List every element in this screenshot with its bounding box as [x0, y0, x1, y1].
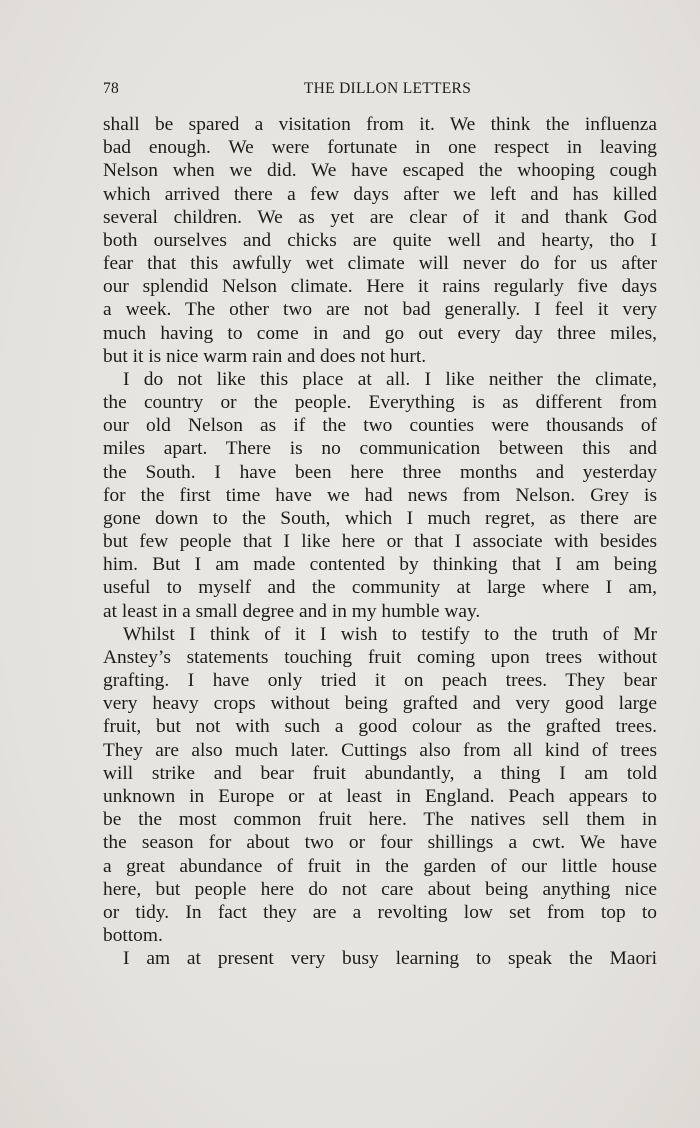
text-line: I do not like this place at all. I like neither the climate, — [123, 368, 657, 390]
text-line: him. But I am made contented by thinking that I am being — [103, 554, 657, 576]
text-line: but few people that I like here or that I associate with besides — [103, 531, 657, 553]
text-line: or tidy. In fact they are a revolting low set from top to — [103, 901, 657, 923]
text-line: at least in a small degree and in my humble way. — [103, 600, 481, 622]
text-line: will strike and bear fruit abundantly, a thing I am told — [103, 762, 657, 784]
text-line: I am at present very busy learning to speak the Maori — [123, 948, 657, 970]
text-line: fear that this awfully wet climate will never do for us after — [103, 253, 657, 275]
text-line: grafting. I have only tried it on peach trees. They bear — [103, 670, 657, 692]
text-line: a week. The other two are not bad generally. I feel it very — [103, 299, 657, 321]
text-line: for the first time have we had news from Nelson. Grey is — [103, 484, 657, 506]
text-line: Whilst I think of it I wish to testify to the truth of Mr — [123, 623, 657, 645]
text-line: bottom. — [103, 925, 163, 947]
text-line: much having to come in and go out every day three miles, — [103, 322, 657, 344]
text-line: useful to myself and the community at large where I am, — [103, 577, 657, 599]
text-line: our splendid Nelson climate. Here it rains regularly five days — [103, 276, 657, 298]
text-line: very heavy crops without being grafted and very good large — [103, 693, 657, 715]
text-line: shall be spared a visitation from it. We think the influenza — [103, 114, 657, 135]
text-line: the South. I have been here three months and yesterday — [103, 461, 657, 483]
text-line: unknown in Europe or at least in England. Peach appears to — [103, 785, 657, 807]
running-title: THE DILLON LETTERS — [303, 80, 472, 97]
running-head — [103, 80, 658, 100]
text-line: several children. We as yet are clear of it and thank God — [103, 206, 657, 228]
text-line: the season for about two or four shillings a cwt. We have — [103, 832, 657, 854]
text-line: but it is nice warm rain and does not hurt. — [103, 345, 427, 367]
text-line: They are also much later. Cuttings also from all kind of trees — [103, 739, 657, 761]
text-line: our old Nelson as if the two counties were thousands of — [103, 415, 657, 437]
page-number: 78 — [103, 80, 120, 97]
text-line: miles apart. There is no communication between this and — [103, 438, 657, 460]
text-line: Anstey’s statements touching fruit coming upon trees without — [103, 646, 657, 668]
text-line: which arrived there a few days after we left and has killed — [103, 183, 657, 205]
text-line: both ourselves and chicks are quite well and hearty, tho I — [103, 229, 657, 251]
body-text — [103, 113, 657, 970]
text-line: here, but people here do not care about being anything nice — [103, 878, 657, 900]
text-line: a great abundance of fruit in the garden of our little house — [103, 855, 657, 877]
text-line: the country or the people. Everything is as different from — [103, 392, 657, 414]
text-line: bad enough. We were fortunate in one respect in leaving — [103, 137, 657, 159]
text-line: fruit, but not with such a good colour as the grafted trees. — [103, 716, 657, 738]
text-line: be the most common fruit here. The natives sell them in — [103, 809, 657, 831]
text-line: Nelson when we did. We have escaped the whooping cough — [103, 160, 657, 182]
text-line: gone down to the South, which I much regret, as there are — [103, 507, 657, 529]
